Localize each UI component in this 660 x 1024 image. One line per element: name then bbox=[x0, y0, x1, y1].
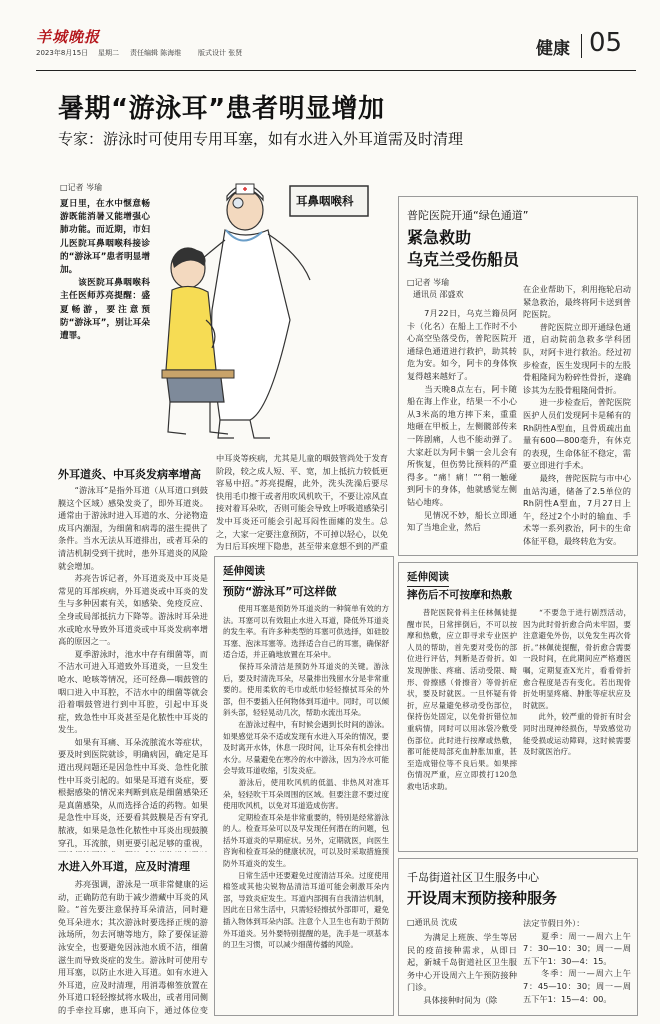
extended2-column1: 普陀医院骨科主任林佩徒提醒市民，日常摔倒后，不可以按摩和热敷，应立即寻求专业医护人员的帮助，首先要对受伤的部位进行评估，判断是否骨折。如发现肿胀、疼痛、活动受限、畸形、骨擦感（骨擦音）等骨折症状，要及时就医。一旦怀疑有骨折，应尽量避免移动受伤部位，保持伤处固定，以免骨折错位加重病情，同时可以用冰袋冷敷受伤部位。此时进行按摩或热敷，都可能使局部充血肿胀加重，甚至造成错位等不良后果。如果摔伤情况严重，应立即拨打120急救电话求助。 bbox=[407, 608, 517, 791]
extended1-paragraph: 使用耳塞是预防外耳道炎的一种简单有效的方法。耳塞可以有效阻止水进入耳道，降低外耳道炎的发生率。有许多种类型的耳塞可供选择，如硅胶耳塞、泡沫耳塞等。选择适合自己的耳塞，确保舒适合适，并正确地放置在耳朵中。 保持耳朵清洁是预防外耳道炎的关键。游泳后，要及时清洗耳朵，尽量排出残留水分是非常重要的。使用柔软的毛巾或纸巾轻轻擦拭耳朵的外部，但不要插入任何物体到耳道中。同时，可以倾斜头部，轻轻晃动几次，帮助水流出耳朵。 在游泳过程中，有时候会遇到长时间的游泳。如果感觉耳朵不适或发现有水进入耳朵的情况，要及时离开水体，休息一段时间，让耳朵有机会排出水分。尽量避免在寒冷的水中游泳，因为冷水可能会导致耳道收缩，引发炎症。 游泳后，使用吹风机的低温、非热风对准耳朵，轻轻吹干耳朵周围的区域。但要注意不要过度使用吹风机，以免对耳道造成伤害。 定期检查耳朵是非常重要的，特别是经常游泳的人。检查耳朵可以及早发现任何潜在的问题，包括外耳道炎的早期症状。另外，定期就医，向医生咨询和检查耳朵的健康状况，可以及时采取措施预防外耳道炎的发生。 日常生活中还要避免过度清洁耳朵。过度使用棉签或其他尖锐物品清洁耳道可能会刺激耳朵内部，导致炎症发生。耳道内部拥有自我清洁机制，因此在日常生活中，只需轻轻擦拭外部即可，避免插入物体到耳朵内部。注意个人卫生也有助于预防外耳道炎。另外要特别提醒的是，洗手是一项基本的卫生习惯，可以减少细菌传播的风险。 bbox=[223, 604, 389, 950]
masthead-rule bbox=[36, 70, 636, 71]
news2-column1: 为满足上班族、学生等居民的疫苗接种需求，从即日起，新城千岛街道社区卫生服务中心开设周六上午预防接种门诊。 具体接种时间为（除 bbox=[407, 932, 517, 1005]
news2-byline: □通讯员 沈成 bbox=[407, 918, 458, 927]
section2-heading: 水进入外耳道，应及时清理 bbox=[58, 860, 190, 873]
section-divider bbox=[581, 34, 582, 58]
masthead bbox=[36, 26, 636, 70]
news1-column1: 7月22日，乌克兰籍员阿卡（化名）在船上工作时不小心高空坠落受伤，普陀医院开通绿色通道进行救护，助其转危为安。如今，阿卡的身体恢复得越来越好了。 当天晚8点左右，阿卡随船在海上作业，结果一不小心从3米高的地方摔下来，重重地砸在甲板上，左侧髋部传来一阵剧痛，人也不能动弹了。大家赶以为阿卡躺一会儿会有所恢复，但伤势比预料的严重得多。“痛！痛！”“稍一触碰到阿卡的身体，他就感觉左侧钻心地疼。 见情况不妙，船长立即通知了当地企业，然后 bbox=[407, 308, 517, 533]
masthead-designer: 版式设计 张贤 bbox=[198, 49, 243, 57]
illustration-sign: 耳鼻咽喉科 bbox=[296, 194, 354, 208]
news1-byline2: 通讯员 邵盛欢 bbox=[413, 290, 464, 299]
news2-column2: 法定节假日外）： 夏季：周一—周六上午7：30—10：30；周一—周五下午1：30—4：15。 冬季：周一—周六上午7：45—10：30；周一—周五下午1：15—4：00。 bbox=[523, 918, 631, 1004]
main-subheadline: 专家：游泳时可使用专用耳塞，如有水进入外耳道需及时清理 bbox=[58, 130, 464, 148]
extended-reading-tag-1: 延伸阅读 bbox=[223, 563, 265, 581]
masthead-date: 2023年8月15日 bbox=[36, 49, 89, 57]
news1-column2: 在企业帮助下，利用拖轮启动紧急救治，最终将阿卡送到普陀医院。 普陀医院立即开通绿色通道，启动院前急救多学科团队，对阿卡进行救治。经过初步检查，医生发现阿卡的左股骨粗隆间为粉碎性骨折，遂确诊其为左股骨粗隆间骨折。 进一步检查后，普陀医院医护人员们发现阿卡是稀有的Rh阴性A型血，且骨质疏出血量有600—800毫升，有休克的表现，生命体征不稳定，需要立即进行手术。 最终，普陀医院与市中心血站沟通，储备了2.5单位的Rh阴性A型血，7月27日上午，经过2个小时的输血、手术等一系列救治，阿卡的生命体征平稳，最终转危为安。 bbox=[523, 284, 631, 546]
news1-kicker: 普陀医院开通“绿色通道” bbox=[407, 209, 529, 222]
news2-kicker: 千岛街道社区卫生服务中心 bbox=[407, 871, 539, 884]
news-box-qiandao bbox=[398, 858, 638, 1016]
news1-byline1: □记者 岑瑜 bbox=[407, 278, 450, 287]
masthead-weekday: 星期二 bbox=[98, 49, 119, 57]
section-name: 健康 bbox=[536, 39, 570, 59]
extended-reading-box-2 bbox=[398, 562, 638, 852]
masthead-editor: 责任编辑 陈海维 bbox=[130, 49, 182, 57]
illustration bbox=[150, 170, 394, 445]
extended2-column2: “不要急于进行剧烈活动，因为此时骨折愈合尚未牢固，要注意避免外伤，以免发生再次骨折。”林佩徒提醒，骨折愈合需要一段时间，在此期间应严格遵医嘱，定期复查X光片，看看骨折愈合程度是否有变化。若出现骨折处明显疼痛、肿胀等症状应及时就医。 此外，较严重的骨折有时会同时出现神经损伤，导致感觉功能受损或运动障碍，这时候需要及时就医治疗。 bbox=[523, 608, 631, 757]
extended-reading-box-1 bbox=[214, 556, 394, 1016]
page-number: 05 bbox=[589, 28, 623, 58]
news1-title-line1: 紧急救助 bbox=[407, 228, 472, 247]
section1-heading: 外耳道炎、中耳炎发病率增高 bbox=[58, 468, 201, 481]
news-box-putuo bbox=[398, 196, 638, 556]
extended-reading-tag-2: 延伸阅读 bbox=[407, 569, 449, 587]
section2-paragraph: 苏亮强调，游泳是一项非常健康的运动，正确防范有助于减少潜藏中耳炎的风险。“首先要注意保持耳朵清洁，同时避免耳朵进水；其次游泳时要选择正规的游泳场所，勿去河塘等地方，除了要保证游泳安全，也要避免因泳池水质不洁，细菌滋生而导致炎症的发生。游泳时可使用专用耳塞，以防止水进入耳道。如有水进入外耳道，应及时清理，用消毒棉签放置在外耳道口轻轻擦拭将水吸出，或者用同侧的手牵拉耳廓，患耳向下，通过体位变 bbox=[58, 879, 208, 1015]
extended2-heading: 摔伤后不可按摩和热敷 bbox=[407, 589, 512, 601]
news1-title-line2: 乌克兰受伤船员 bbox=[407, 250, 520, 269]
news2-title: 开设周末预防接种服务 bbox=[407, 889, 558, 907]
section1-paragraph: “游泳耳”是指外耳道（从耳道口到鼓膜这个区域）感染发炎了，即外耳道炎。通常由于游泳时进入耳道的水、分泌物造成耳内潮湿，为细菌和病毒的滋生提供了条件。当水无法从耳道排出，或者耳朵的清洁机制受到干扰时，患外耳道炎的风险就会增加。 苏亮告诉记者，外耳道炎及中耳炎是常见的耳部疾病，外耳道炎或中耳炎的发生与多种因素有关，如感染、免疫反应、全身或局部抵抗力下降等。游泳时耳朵进水或呛水导致外耳道炎或中耳炎发病率增高的原因之一。 夏季游泳时，池水中存有细菌等，而不洁水可进入耳道致外耳道炎，一旦发生呛水、呛咳等情况，还可经鼻—咽鼓管的咽口进入中耳腔，不洁水中的细菌等就会沿着咽鼓管进行到中耳腔，引起中耳炎症，致急性中耳炎甚至是化脓性中耳炎的发生。 如果有耳痛、耳朵流脓流水等症状，要及时到医院就诊，明确病因，确定是耳道出现问题还是因急性中耳炎、急性化脓性中耳炎引起的。如果是耳道有炎症，要根据感染的情况来判断到底是细菌感染还是真菌感染，从而选择合适的药物。如果是急性中耳炎，还要看其鼓膜是否有穿孔脓液，如果是急性化脓性中耳炎出现鼓膜穿孔，耳流脓，则更要引起足够的重视， bbox=[58, 485, 208, 848]
lead-paragraph: 夏日里，在水中惬意畅游既能消暑又能增强心肺功能。而近期，市妇儿医院耳鼻咽喉科接诊的“游泳耳”患者明显增加。 该医院耳鼻咽喉科主任医师苏亮提醒：盛夏畅游，要注意预防“游泳耳”，别让耳朵遭罪。 bbox=[60, 199, 150, 342]
extended1-heading: 预防“游泳耳”可这样做 bbox=[223, 585, 337, 598]
doctor-examining-ear-illustration bbox=[150, 170, 394, 445]
main-headline: 暑期“游泳耳”患者明显增加 bbox=[58, 94, 385, 124]
newspaper-logo: 羊城晚报 bbox=[36, 28, 101, 46]
section1-continuation: 中耳炎等疾病，尤其是儿童的咽鼓管尚处于发育阶段，较之成人短、平、宽，加上抵抗力较低更容易中招。”苏亮提醒，此外，洗头洗澡后要尽快用毛巾擦干或者用吹风机吹干，不要让凉风直接对着耳朵吹，否则可能会导致上呼吸道感染引发中耳炎还可能会引起耳闷性面瘫的发生。总之，大家一定要注意预防，不可掉以轻心，以免为日后耳疾埋下隐患，甚至带来意想不到的严重 bbox=[216, 453, 388, 552]
main-byline: □记者 岑瑜 bbox=[60, 183, 103, 192]
